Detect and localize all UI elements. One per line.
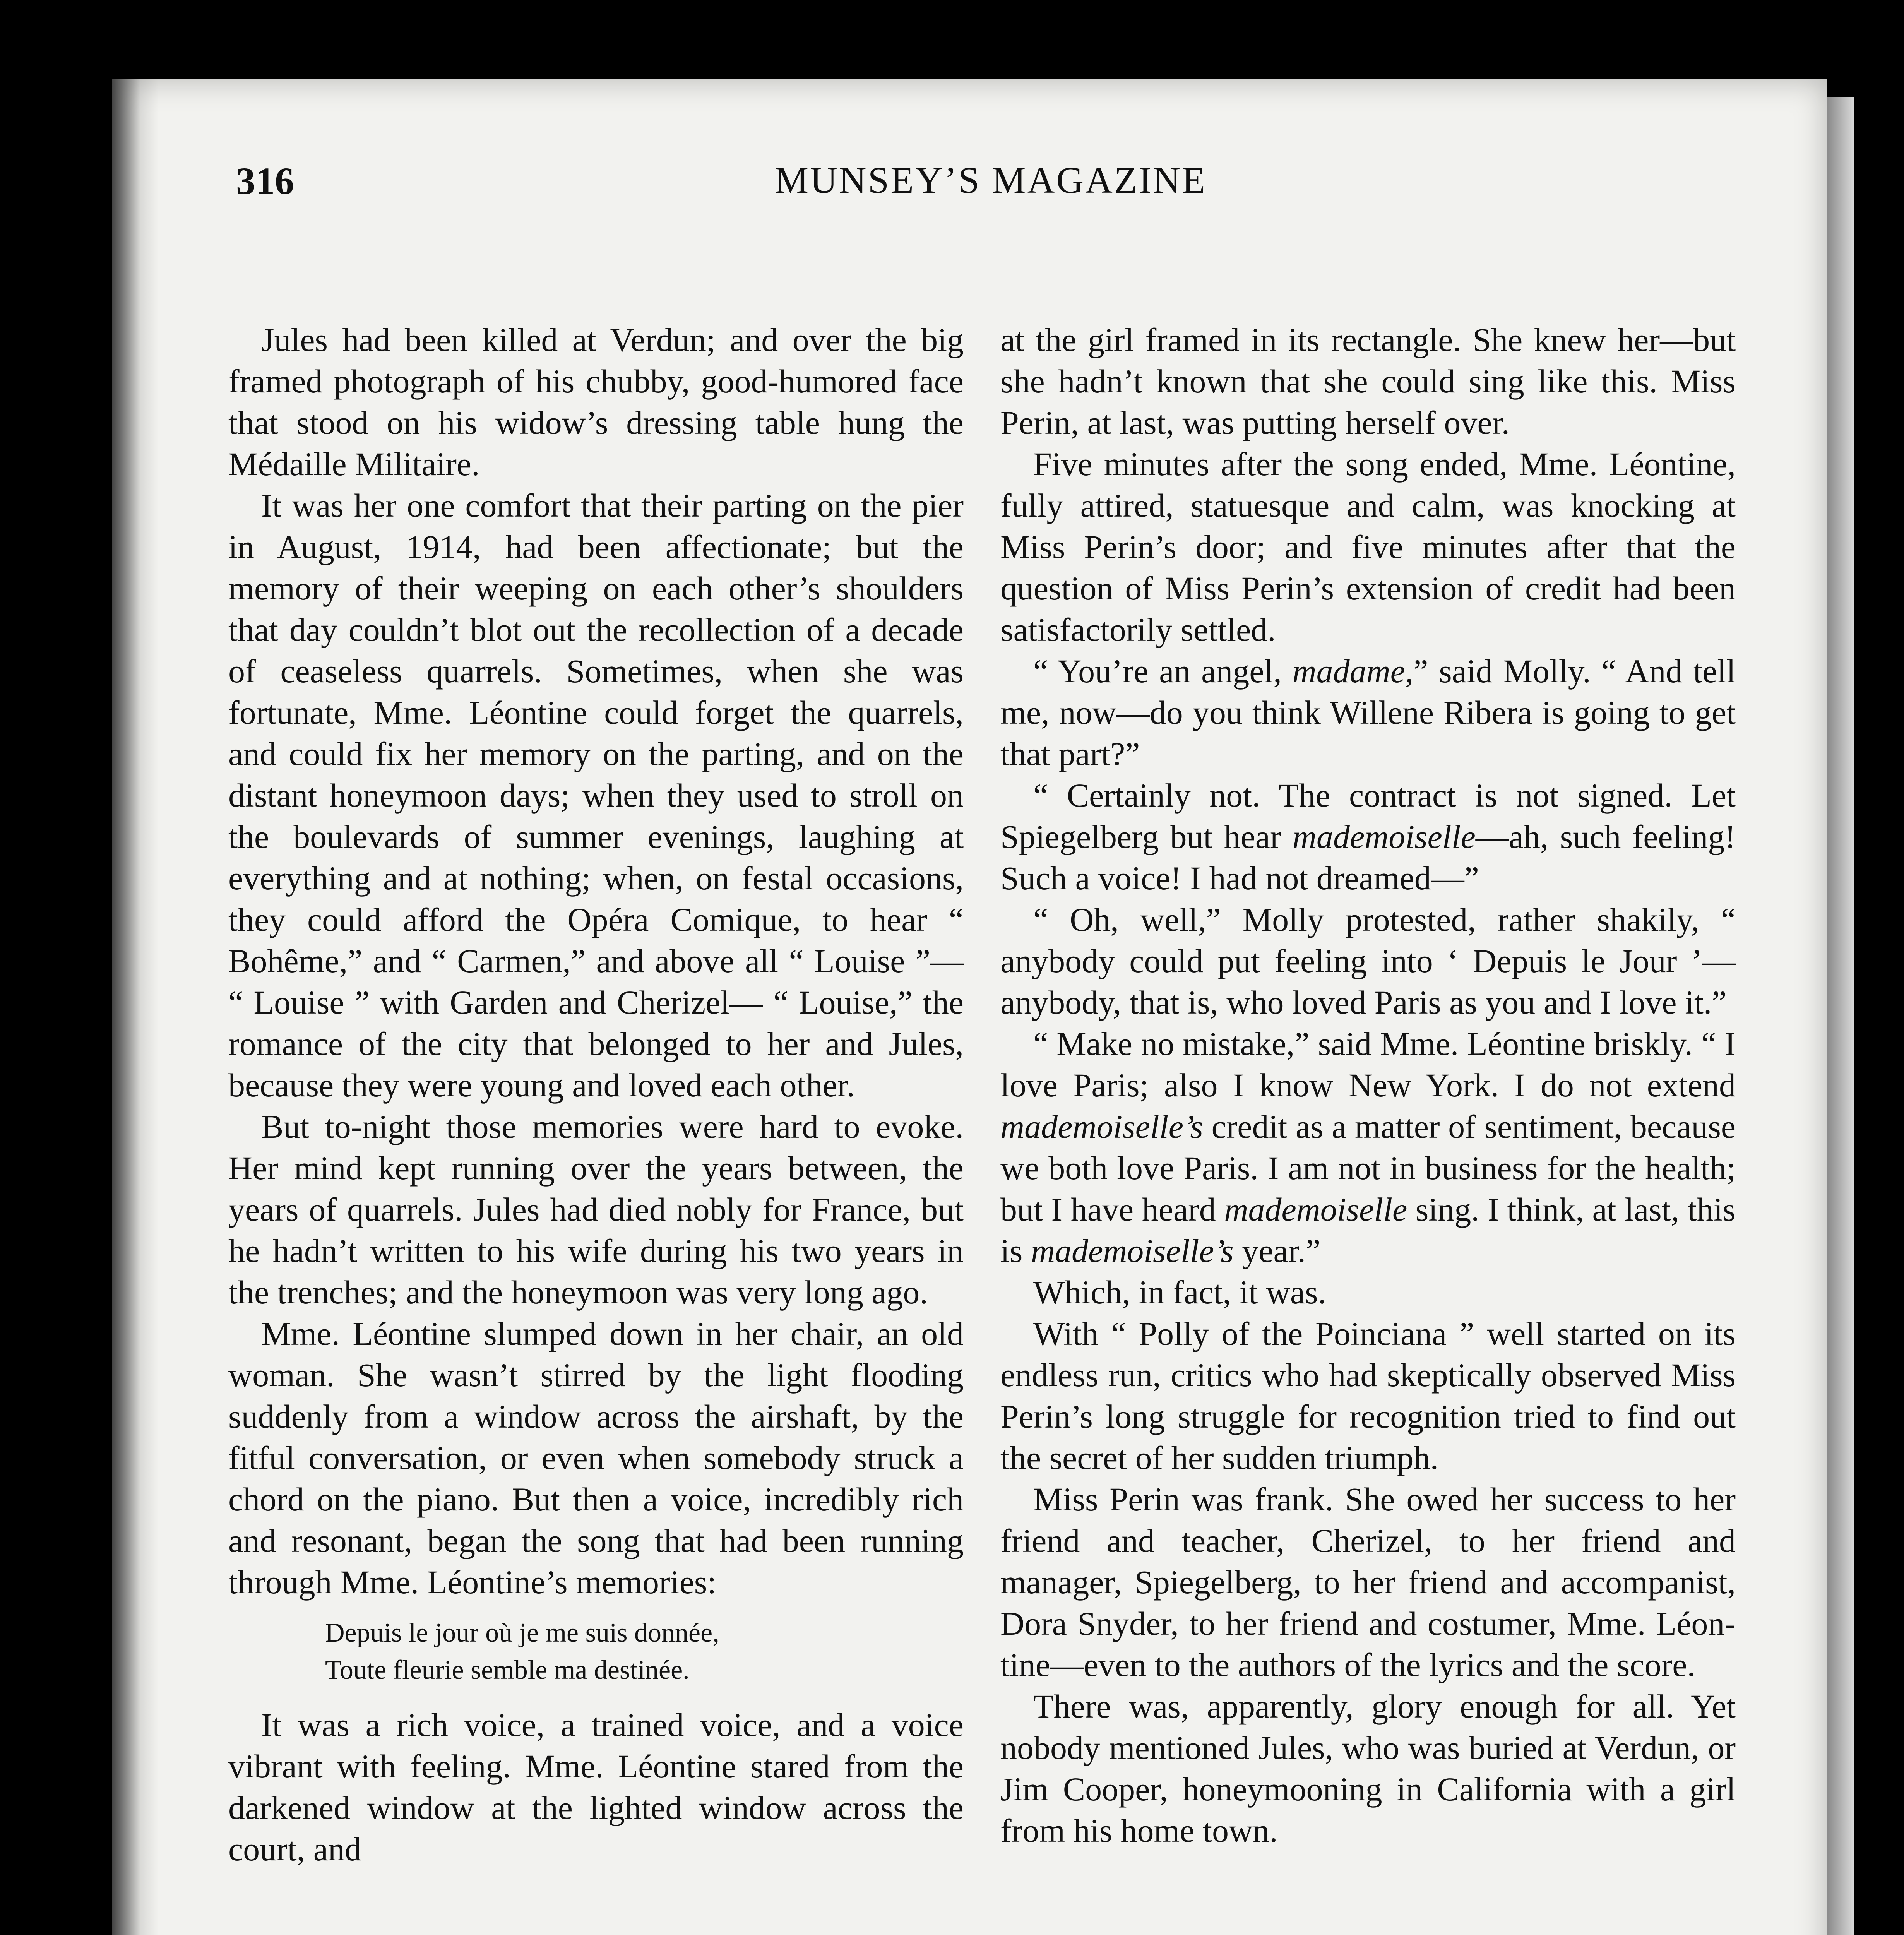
text-run: “ Certainly not. The contract is not signed. Let Spiegelberg but hear	[1000, 777, 1736, 855]
italic-run: mademoiselle’s	[1031, 1232, 1234, 1269]
text-run: sing. I think, at last, this is	[1000, 1191, 1736, 1269]
italic-run: mademoiselle	[1292, 818, 1476, 855]
paragraph	[1000, 775, 1736, 899]
paragraph: There was, apparently, glory enough for all. Yet nobody mentioned Jules, who was buried at Verdun, or Jim Cooper, honeymooning in California with a girl from his home town.	[1000, 1688, 1736, 1849]
paragraph: It was her one comfort that their parting on the pier in August, 1914, had been affectionate; but the memory of their weeping on each other’s shoulders that day couldn’t blot out the recollection of a decade of ceaseless quarrels. Sometimes, when she was fortunate, Mme. Léontine could forget the quarrels, and could fix her memory on the parting, and on the distant honeymoon days; when they used to stroll on the boulevards of summer evenings, laughing at everything and at nothing; when, on festal occasions, they could afford the Opéra Comique, to hear “ Bohême,” and “ Carmen,” and above all “ Louise ”— “ Louise ” with Garden and Cherizel— “ Louise,” the romance of the city that belonged to her and Jules, because they were young and loved each other.	[228, 487, 964, 1104]
paragraph: Miss Perin was frank. She owed her success to her friend and teacher, Cherizel, to her friend and manager, Spiegelberg, to her friend and accompanist, Dora Snyder, to her friend and costumer, Mme. Léontine—even to the authors of the lyrics and the score.	[1000, 1481, 1736, 1683]
right-column	[1000, 319, 1736, 1851]
paragraph: Five minutes after the song ended, Mme. Léontine, fully attired, statuesque and calm, was knocking at Miss Perin’s door; and five minutes after that the question of Miss Perin’s extension of credit had been satisfactorily settled.	[1000, 445, 1736, 648]
paragraph: at the girl framed in its rectangle. She knew her—but she hadn’t known that she could sing like this. Miss Perin, at last, was putting herself over.	[1000, 321, 1736, 441]
italic-run: madame,	[1292, 652, 1414, 690]
paragraph: Which, in fact, it was.	[1033, 1274, 1327, 1311]
text-run: year.”	[1233, 1232, 1321, 1269]
page-header	[0, 159, 1904, 221]
text-run: —ah, such feeling! Such a voice! I had not dreamed—”	[1000, 818, 1736, 897]
facing-page-edge	[1827, 97, 1854, 1935]
paragraph: With “ Polly of the Poinciana ” well started on its endless run, critics who had skeptically observed Miss Perin’s long struggle for recognition tried to find out the secret of her sudden triumph.	[1000, 1315, 1736, 1476]
paragraph	[1000, 651, 1736, 775]
text-run: credit as a matter of sentiment, because we both love Paris. I am not in business for the health; but I have heard	[1000, 1108, 1736, 1228]
paragraph	[1000, 1023, 1736, 1272]
paragraph: Mme. Léontine slumped down in her chair, an old woman. She wasn’t stirred by the light flooding suddenly from a window across the airshaft, by the fitful conversation, or even when somebody struck a chord on the piano. But then a voice, incredibly rich and resonant, began the song that had been running through Mme. Léontine’s memories:	[228, 1315, 964, 1601]
verse-line: Toute fleurie semble ma destinée.	[325, 1655, 690, 1685]
song-verse	[325, 1615, 964, 1689]
page-number: 316	[236, 159, 294, 202]
text-run: ” said Molly. “ And tell me, now—do you think Willene Ribera is going to get that part?”	[1000, 652, 1736, 772]
paragraph: Jules had been killed at Verdun; and over the big framed photograph of his chubby, good-humored face that stood on his widow’s dressing table hung the Médaille Militaire.	[228, 321, 964, 483]
running-head: MUNSEY’S MAGAZINE	[774, 159, 1207, 201]
paragraph: But to-night those memories were hard to evoke. Her mind kept running over the years between, the years of quarrels. Jules had died nobly for France, but he hadn’t written to his wife during his two years in the trenches; and the honeymoon was very long ago.	[228, 1108, 964, 1311]
verse-line: Depuis le jour où je me suis donnée,	[325, 1618, 719, 1648]
text-run: “ You’re an angel,	[1033, 652, 1293, 690]
italic-run: mademoiselle’s	[1000, 1108, 1203, 1145]
paragraph: It was a rich voice, a trained voice, and a voice vibrant with feeling. Mme. Léontine stared from the darkened window at the lighted window across the court, and	[228, 1706, 964, 1868]
left-column	[228, 319, 964, 1870]
text-run: “ Make no mistake,” said Mme. Léontine briskly. “ I love Paris; also I know New York. I do not extend	[1000, 1025, 1736, 1104]
paragraph: “ Oh, well,” Molly protested, rather shakily, “ anybody could put feeling into ‘ Depuis le Jour ’—anybody, that is, who loved Paris as you and I love it.”	[1000, 901, 1736, 1021]
italic-run: mademoiselle	[1224, 1191, 1407, 1228]
